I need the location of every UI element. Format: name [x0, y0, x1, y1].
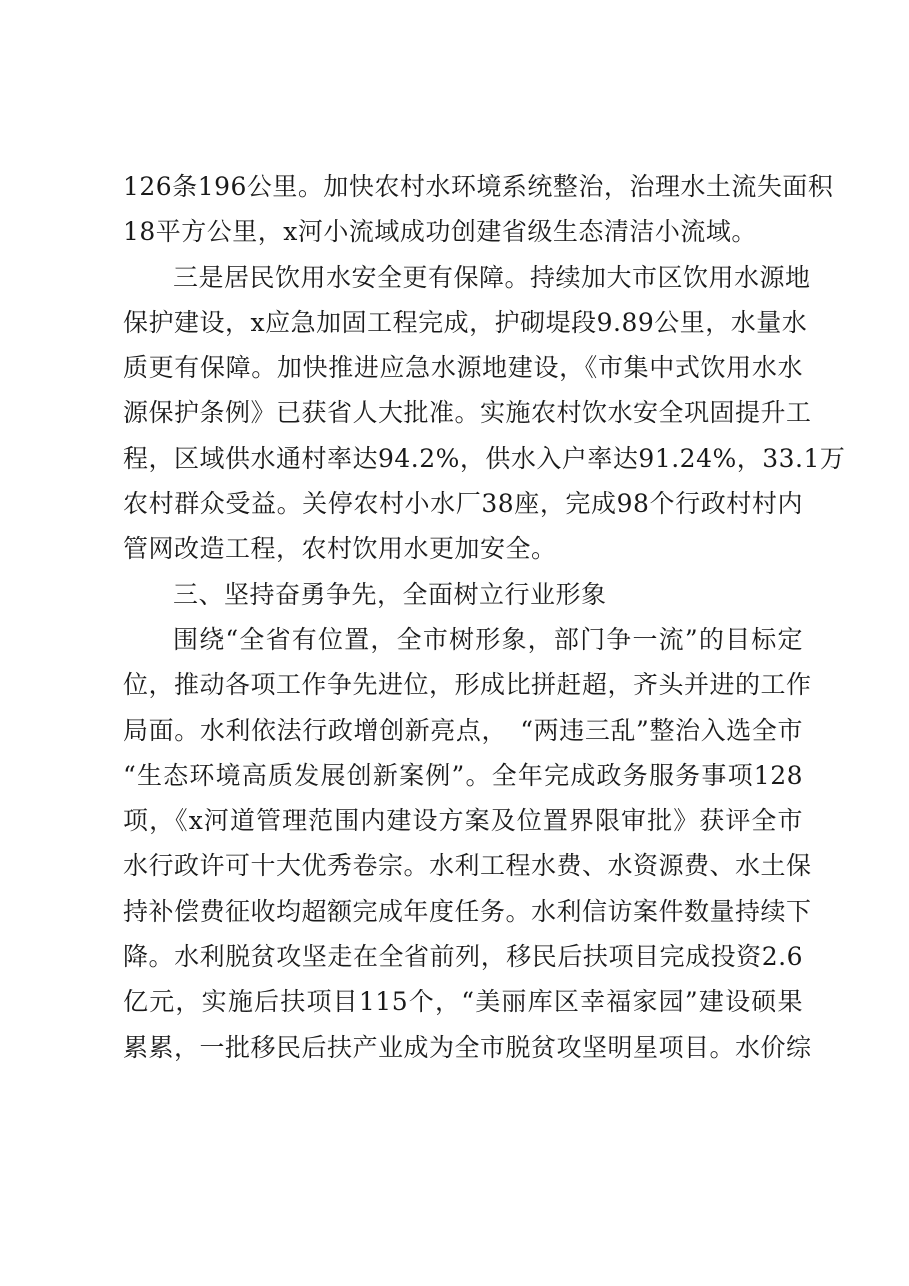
paragraph-2-line-7: 管网改造工程，农村饮用水更加安全。: [123, 534, 557, 564]
paragraph-3-line-6: 水行政许可十大优秀卷宗。水利工程水费、水资源费、水土保: [123, 851, 812, 881]
paragraph-3-line-9: 亿元，实施后扶项目115个，“美丽库区幸福家园”建设硕果: [123, 987, 803, 1017]
paragraph-3-line-1: 围绕“全省有位置，全市树形象，部门争一流”的目标定: [173, 624, 803, 654]
paragraph-2-line-5: 程，区域供水通村率达94.2%，供水入户率达91.24%，33.1万: [123, 443, 846, 473]
paragraph-3-line-4: “生态环境高质发展创新案例”。全年完成政务服务事项128: [123, 760, 803, 790]
paragraph-3-line-5: 项，《x河道管理范围内建设方案及位置界限审批》获评全市: [123, 806, 803, 836]
paragraph-2-line-1: 三是居民饮用水安全更有保障。持续加大市区饮用水源地: [173, 262, 811, 292]
paragraph-2-line-6: 农村群众受益。关停农村小水厂38座，完成98个行政村村内: [123, 489, 803, 519]
document-body: [123, 164, 846, 1070]
section-heading: 三、坚持奋勇争先，全面树立行业形象: [173, 579, 607, 609]
paragraph-2-line-2: 保护建设，x应急加固工程完成，护砌堤段9.89公里，水量水: [123, 307, 808, 337]
paragraph-1-line-1: 126条196公里。加快农村水环境系统整治，治理水土流失面积: [123, 172, 834, 201]
paragraph-2-line-3: 质更有保障。加快推进应急水源地建设，《市集中式饮用水水: [123, 353, 803, 383]
paragraph-3-line-8: 降。水利脱贫攻坚走在全省前列，移民后扶项目完成投资2.6: [123, 942, 803, 972]
paragraph-3-line-3: 局面。水利依法行政增创新亮点， “两违三乱”整治入选全市: [123, 715, 803, 745]
paragraph-3-line-2: 位，推动各项工作争先进位，形成比拼赶超，齐头并进的工作: [123, 670, 812, 700]
paragraph-1-line-2: 18平方公里，x河小流域成功创建省级生态清洁小流域。: [123, 217, 757, 247]
paragraph-3-line-7: 持补偿费征收均超额完成年度任务。水利信访案件数量持续下: [123, 896, 812, 926]
paragraph-2-line-4: 源保护条例》已获省人大批准。实施农村饮水安全巩固提升工: [123, 398, 812, 428]
paragraph-3-line-10: 累累，一批移民后扶产业成为全市脱贫攻坚明星项目。水价综: [123, 1032, 812, 1062]
